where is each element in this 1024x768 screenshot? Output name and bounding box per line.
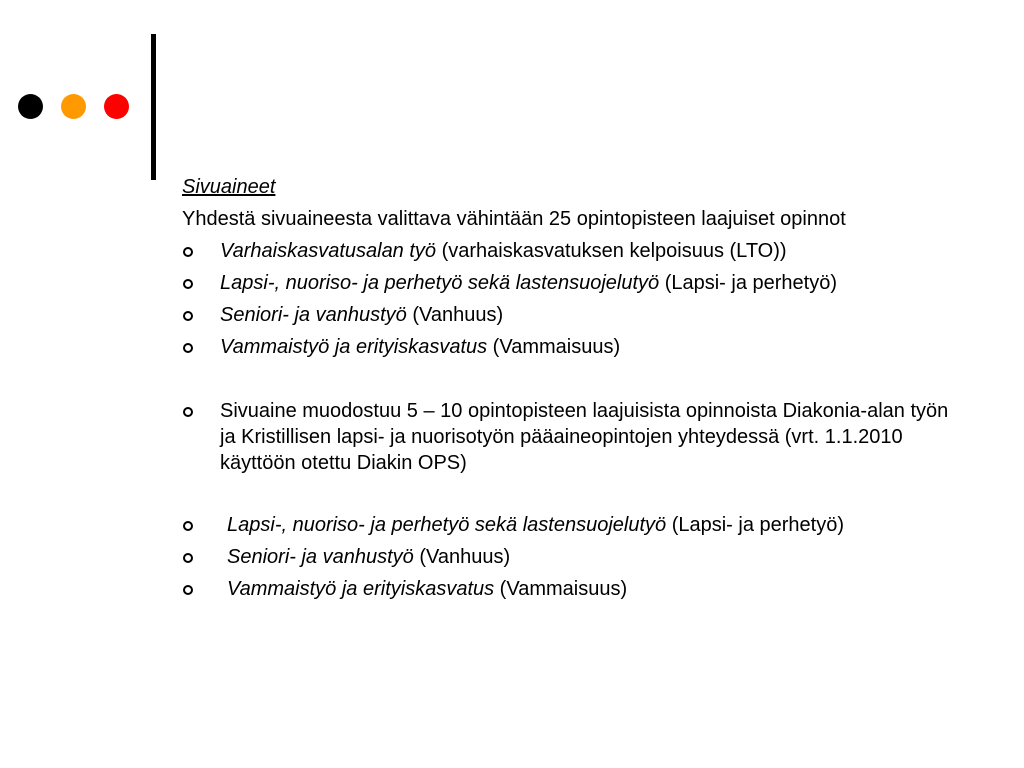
list-item [182,334,982,360]
section-heading: Sivuaineet [182,176,276,198]
item-title: Lapsi-, nuoriso- ja perhetyö sekä lastensuojelutyö [227,514,667,536]
intro-text: Yhdestä sivuaineesta valittava vähintään 25 opintopisteen laajuiset opinnot [182,208,846,230]
list-item [182,270,982,296]
list-item [182,302,982,328]
item-title: Lapsi-, nuoriso- ja perhetyö sekä lastensuojelutyö [220,272,660,294]
paragraph-item [182,398,960,476]
item-detail: (varhaiskasvatuksen kelpoisuus (LTO)) [436,240,787,262]
list-item [182,576,982,602]
bullet-icon [183,247,193,257]
item-detail: (Lapsi- ja perhetyö) [659,272,838,294]
black-dot-icon [18,94,43,119]
bullet-icon [183,311,193,321]
item-detail: (Vanhuus) [413,546,511,568]
item-title: Seniori- ja vanhustyö [227,546,414,568]
paragraph-text: Sivuaine muodostuu 5 – 10 opintopisteen laajuisista opinnoista Diakonia-alan työn ja Kristillisen lapsi- ja nuorisotyön pääaineopintojen yhteydessä (vrt. 1.1.2010 käyttöön otettu Diakin OPS) [220,400,949,474]
orange-dot-icon [61,94,86,119]
bullet-icon [183,279,193,289]
item-detail: (Vammaisuus) [494,578,628,600]
item-detail: (Lapsi- ja perhetyö) [666,514,845,536]
bullet-icon [183,521,193,531]
list-item [182,544,982,570]
bullet-icon [183,553,193,563]
item-detail: (Vanhuus) [406,304,504,326]
bullet-icon [183,585,193,595]
item-title: Seniori- ja vanhustyö [220,304,407,326]
item-title: Vammaistyö ja erityiskasvatus [227,578,495,600]
slide-content [182,174,982,608]
minor-subject-list [182,238,982,360]
item-title: Vammaistyö ja erityiskasvatus [220,336,488,358]
secondary-subject-list [182,512,982,602]
list-item [182,238,982,264]
bullet-icon [183,343,193,353]
item-title: Varhaiskasvatusalan työ [220,240,437,262]
vertical-divider [151,34,156,180]
item-detail: (Vammaisuus) [487,336,621,358]
list-item [182,512,982,538]
bullet-icon [183,407,193,417]
red-dot-icon [104,94,129,119]
